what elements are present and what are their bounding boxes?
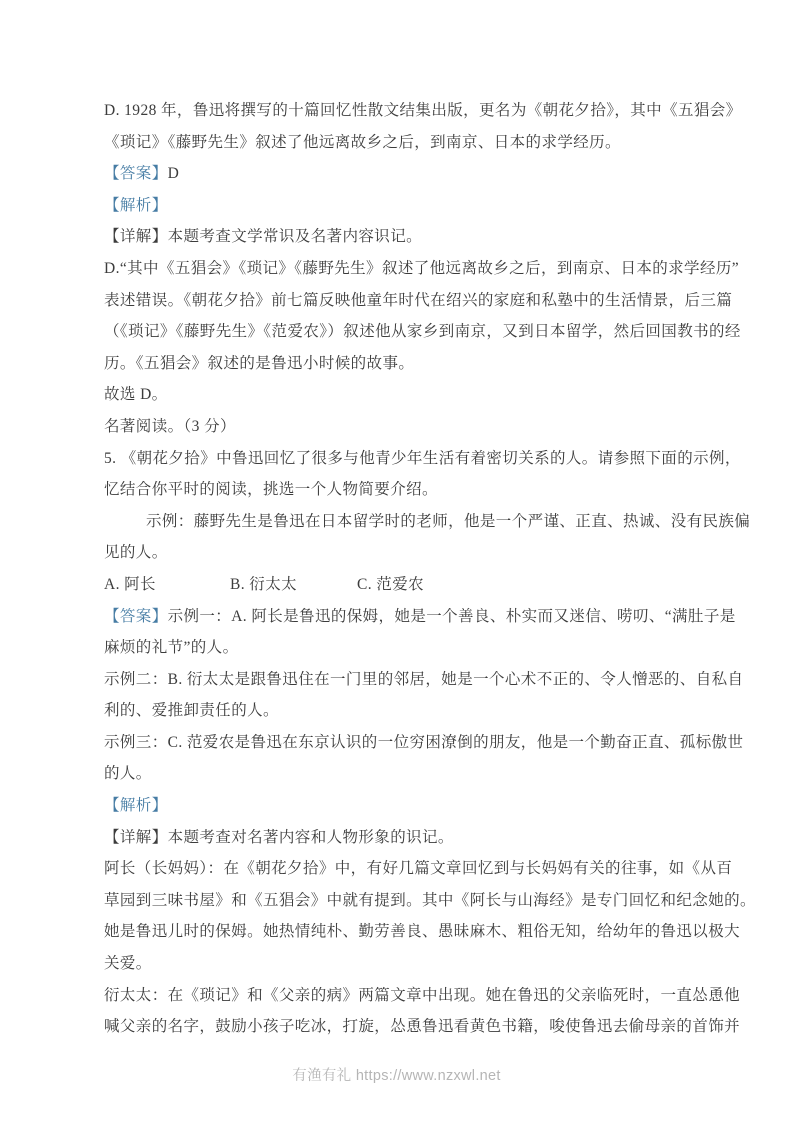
text-line: 《琐记》《藤野先生》叙述了他远离故乡之后，到南京、日本的求学经历。 — [104, 133, 621, 151]
text-line: 示例三：C. 范爱农是鲁迅在东京认识的一位穷困潦倒的朋友，他是一个勤奋正直、孤标傲世 — [104, 733, 744, 751]
text-line: 故选 D。 — [104, 386, 168, 404]
bracket-label: 【答案】 — [104, 607, 168, 625]
marked-text-line — [104, 190, 718, 222]
text-line: 【详解】本题考查对名著内容和人物形象的识记。 — [104, 828, 454, 846]
text-line: 示例二：B. 衍太太是跟鲁迅住在一门里的邻居，她是一个心术不正的、令人憎恶的、自私自 — [104, 670, 744, 688]
watermark-site-name: 有渔有礼 — [292, 1068, 352, 1084]
text-line: D. 1928 年，鲁迅将撰写的十篇回忆性散文结集出版，更名为《朝花夕拾》，其中《五猖会》 — [104, 102, 742, 119]
text-line: 喊父亲的名字，鼓励小孩子吃冰，打旋，怂恿鲁迅看黄色书籍，唆使鲁迅去偷母亲的首饰并 — [104, 1018, 741, 1036]
text-line: 表述错误。《朝花夕拾》前七篇反映他童年时代在绍兴的家庭和私塾中的生活情景，后三篇 — [104, 291, 733, 309]
text-line: 草园到三味书屋》和《五猖会》中就有提到。其中《阿长与山海经》是专门回忆和纪念她的。 — [104, 891, 756, 909]
text-line: 衍太太：在《琐记》和《父亲的病》两篇文章中出现。她在鲁迅的父亲临死时，一直怂恿他 — [104, 986, 741, 1004]
text-line: 麻烦的礼节”的人。 — [104, 639, 239, 657]
text-line: 关爱。 — [104, 955, 152, 973]
marked-text-line — [104, 790, 718, 822]
text-line: D.“其中《五猖会》《琐记》《藤野先生》叙述了他远离故乡之后，到南京、日本的求学经历” — [104, 259, 740, 277]
text-line: 名著阅读。（3 分） — [104, 417, 236, 435]
bracket-label: 【解析】 — [104, 797, 168, 815]
bracket-label: 【答案】 — [104, 165, 168, 183]
text-line: 见的人。 — [104, 544, 168, 562]
watermark-footer — [0, 1064, 793, 1085]
document-lines — [104, 95, 756, 1043]
text-line: 5. 《朝花夕拾》中鲁迅回忆了很多与他青少年生活有着密切关系的人。请参照下面的示例， — [104, 449, 741, 467]
text-line: 历。《五猖会》叙述的是鲁迅小时候的故事。 — [104, 354, 415, 372]
watermark-url: https://www.nzxwl.net — [355, 1068, 501, 1084]
option-c: C. 范爱农 — [357, 575, 424, 593]
marked-text-line: 【答案】示例一：A. 阿长是鲁迅的保姆，她是一个善良、朴实而又迷信、唠叨、“满肚子是 — [104, 607, 736, 625]
option-a: A. 阿长 — [104, 575, 156, 593]
text-line: 【详解】本题考查文学常识及名著内容识记。 — [104, 228, 423, 246]
bracket-label: 【解析】 — [104, 196, 168, 214]
text-line: 的人。 — [104, 765, 152, 783]
option-b: B. 衍太太 — [230, 575, 297, 593]
text-line: 示例：藤野先生是鲁迅在日本留学时的老师，他是一个严谨、正直、热诚、没有民族偏 — [146, 512, 751, 530]
text-line: 阿长（长妈妈）：在《朝花夕拾》中，有好几篇文章回忆到与长妈妈有关的往事，如《从百 — [104, 860, 733, 878]
text-line: 她是鲁迅儿时的保姆。她热情纯朴、勤劳善良、愚昧麻木、粗俗无知，给幼年的鲁迅以极大 — [104, 923, 741, 941]
text-line: 利的、爱推卸责任的人。 — [104, 702, 279, 720]
marked-text-line: 【答案】D — [104, 165, 180, 183]
text-line: 忆结合你平时的阅读，挑选一个人物简要介绍。 — [104, 481, 438, 499]
text-line: （《琐记》《藤野先生》《范爱农》）叙述他从家乡到南京，又到日本留学，然后回国教书的经 — [104, 323, 741, 341]
options-line — [104, 569, 718, 601]
